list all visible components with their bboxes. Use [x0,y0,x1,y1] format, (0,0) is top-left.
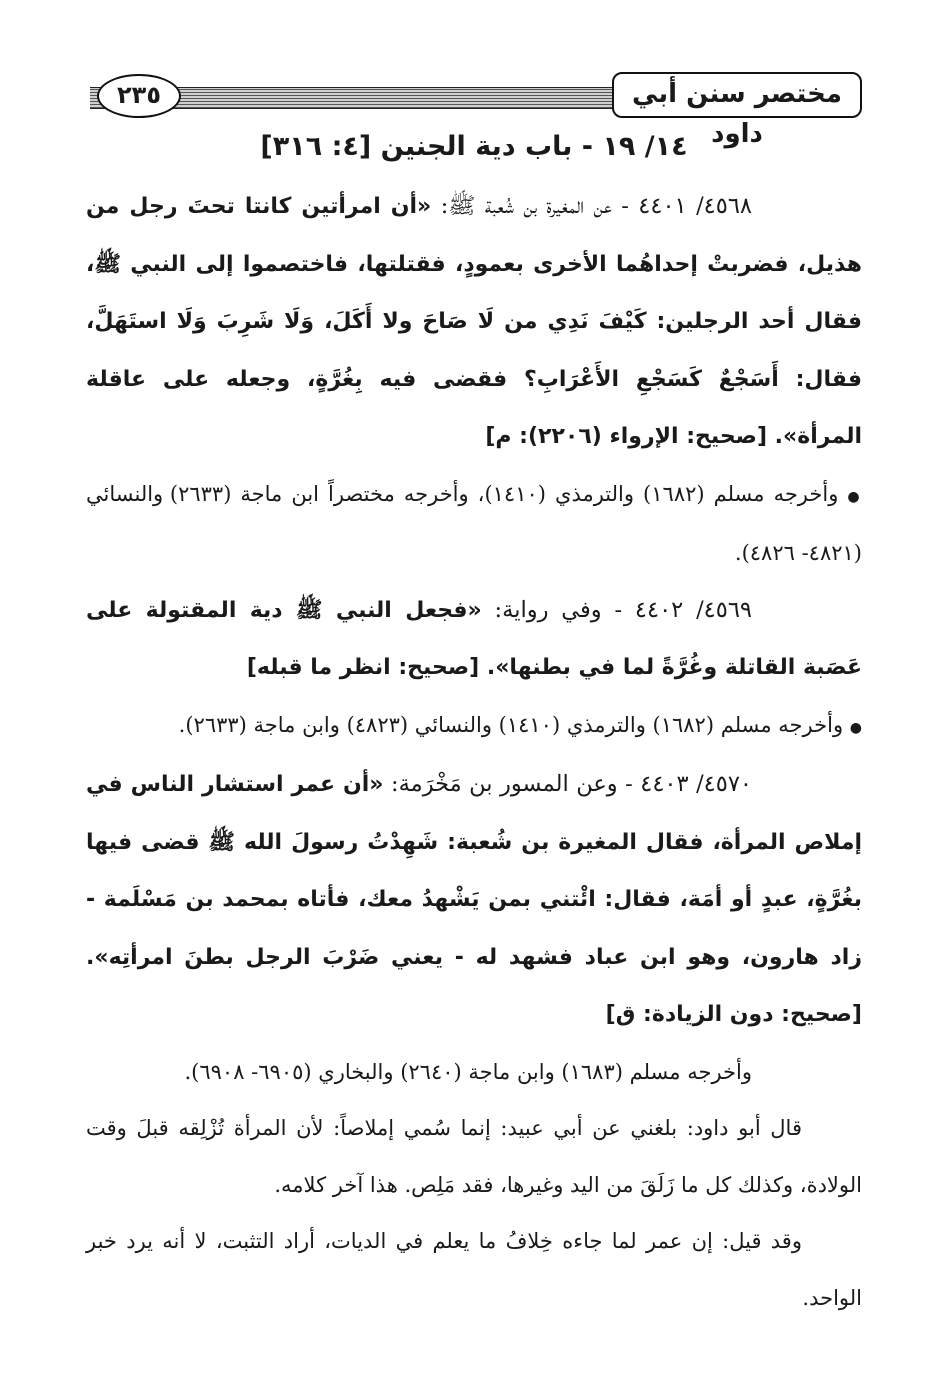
hadith-grade: [صحيح: دون الزيادة: ق] [605,1002,862,1027]
takhrij-text: وأخرجه مسلم (١٦٨٢) والترمذي (١٤١٠)، وأخرجه مختصراً ابن ماجة (٢٦٣٣) والنسائي (٤٨٢١- ٤٨٢٦). [86,481,862,565]
takhrij-note: وأخرجه مسلم (١٦٨٣) وابن ماجة (٢٦٤٠) والبخاري (٦٩٠٥- ٦٩٠٨). [184,1059,752,1084]
hadith-grade: [صحيح: انظر ما قبله] [246,655,487,680]
book-title: مختصر سنن أبي داود [612,72,862,118]
hadith-number: ٤٥٧٠/ ٤٤٠٣ - وعن المسور بن مَخْرَمة: [383,771,752,797]
takhrij-note [86,466,862,582]
hadith-entry [86,582,862,697]
hadith-text: «أن عمر استشار الناس في إملاص المرأة، فقال المغيرة بن شُعبة: شَهِدْتُ رسولَ الله ﷺ قضى فيها بغُرَّةٍ، عبدٍ أو أمَة، فقال: ائْتني بمن يَشْهدُ معك، فأتاه بمحمد بن مَسْلَمة - زاد هارون، وهو ابن عباد فشهد له - يعني ضَرْبَ الرجل بطنَ امرأتِه». [86,772,862,970]
takhrij-note [86,697,862,757]
chapter-title: ١٤/ ١٩ - باب دية الجنين [٤: ٣١٦] [260,131,688,162]
bullet-icon: ● [847,488,862,505]
page-number: ٢٣٥ [97,74,181,118]
takhrij-text: وأخرجه مسلم (١٦٨٢) والترمذي (١٤١٠) والنسائي (٤٨٢٣) وابن ماجة (٢٦٣٣). [178,712,844,737]
bullet-icon: ● [849,719,862,736]
hadith-text: «فجعل النبي ﷺ دية المقتولة على عَصَبة القاتلة وغُرَّةً لما في بطنها». [86,597,862,680]
hadith-grade: [صحيح: الإرواء (٢٢٠٦): م] [485,424,775,449]
hadith-entry [86,178,862,466]
hadith-number: ٤٥٦٨/ ٤٤٠١ - عن المغيرة بن شُعبة ﷺ: [431,193,753,219]
author-comment: قال أبو داود: بلغني عن أبي عبيد: إنما سُمي إملاصاً: لأن المرأة تُزْلِقه قبلَ وقت الولادة، وكذلك كل ما زَلَقَ من اليد وغيرها، فقد مَلِص. هذا آخر كلامه. [86,1116,862,1197]
hadith-number: ٤٥٦٩/ ٤٤٠٢ - وفي رواية: [481,596,753,623]
author-comment: وقد قيل: إن عمر لما جاءه خِلافُ ما يعلم في الديات، أراد التثبت، لا أنه يرد خبر الواحد. [86,1229,862,1310]
hadith-text: «أن امرأتين كانتا تحتَ رجل من هذيل، فضربتْ إحداهُما الأخرى بعمودٍ، فقتلتها، فاختصموا إلى النبي ﷺ، فقال أحد الرجلين: كَيْفَ نَدِي من لَا صَاحَ ولا أَكَلَ، وَلَا شَرِبَ وَلَا استَهَلَّ، فقال: أَسَجْعٌ كَسَجْعِ الأَعْرَابِ؟ فقضى فيه بِغُرَّةٍ، وجعله على عاقلة المرأة». [86,194,862,449]
page-body [86,122,862,1326]
hadith-entry [86,756,862,1044]
